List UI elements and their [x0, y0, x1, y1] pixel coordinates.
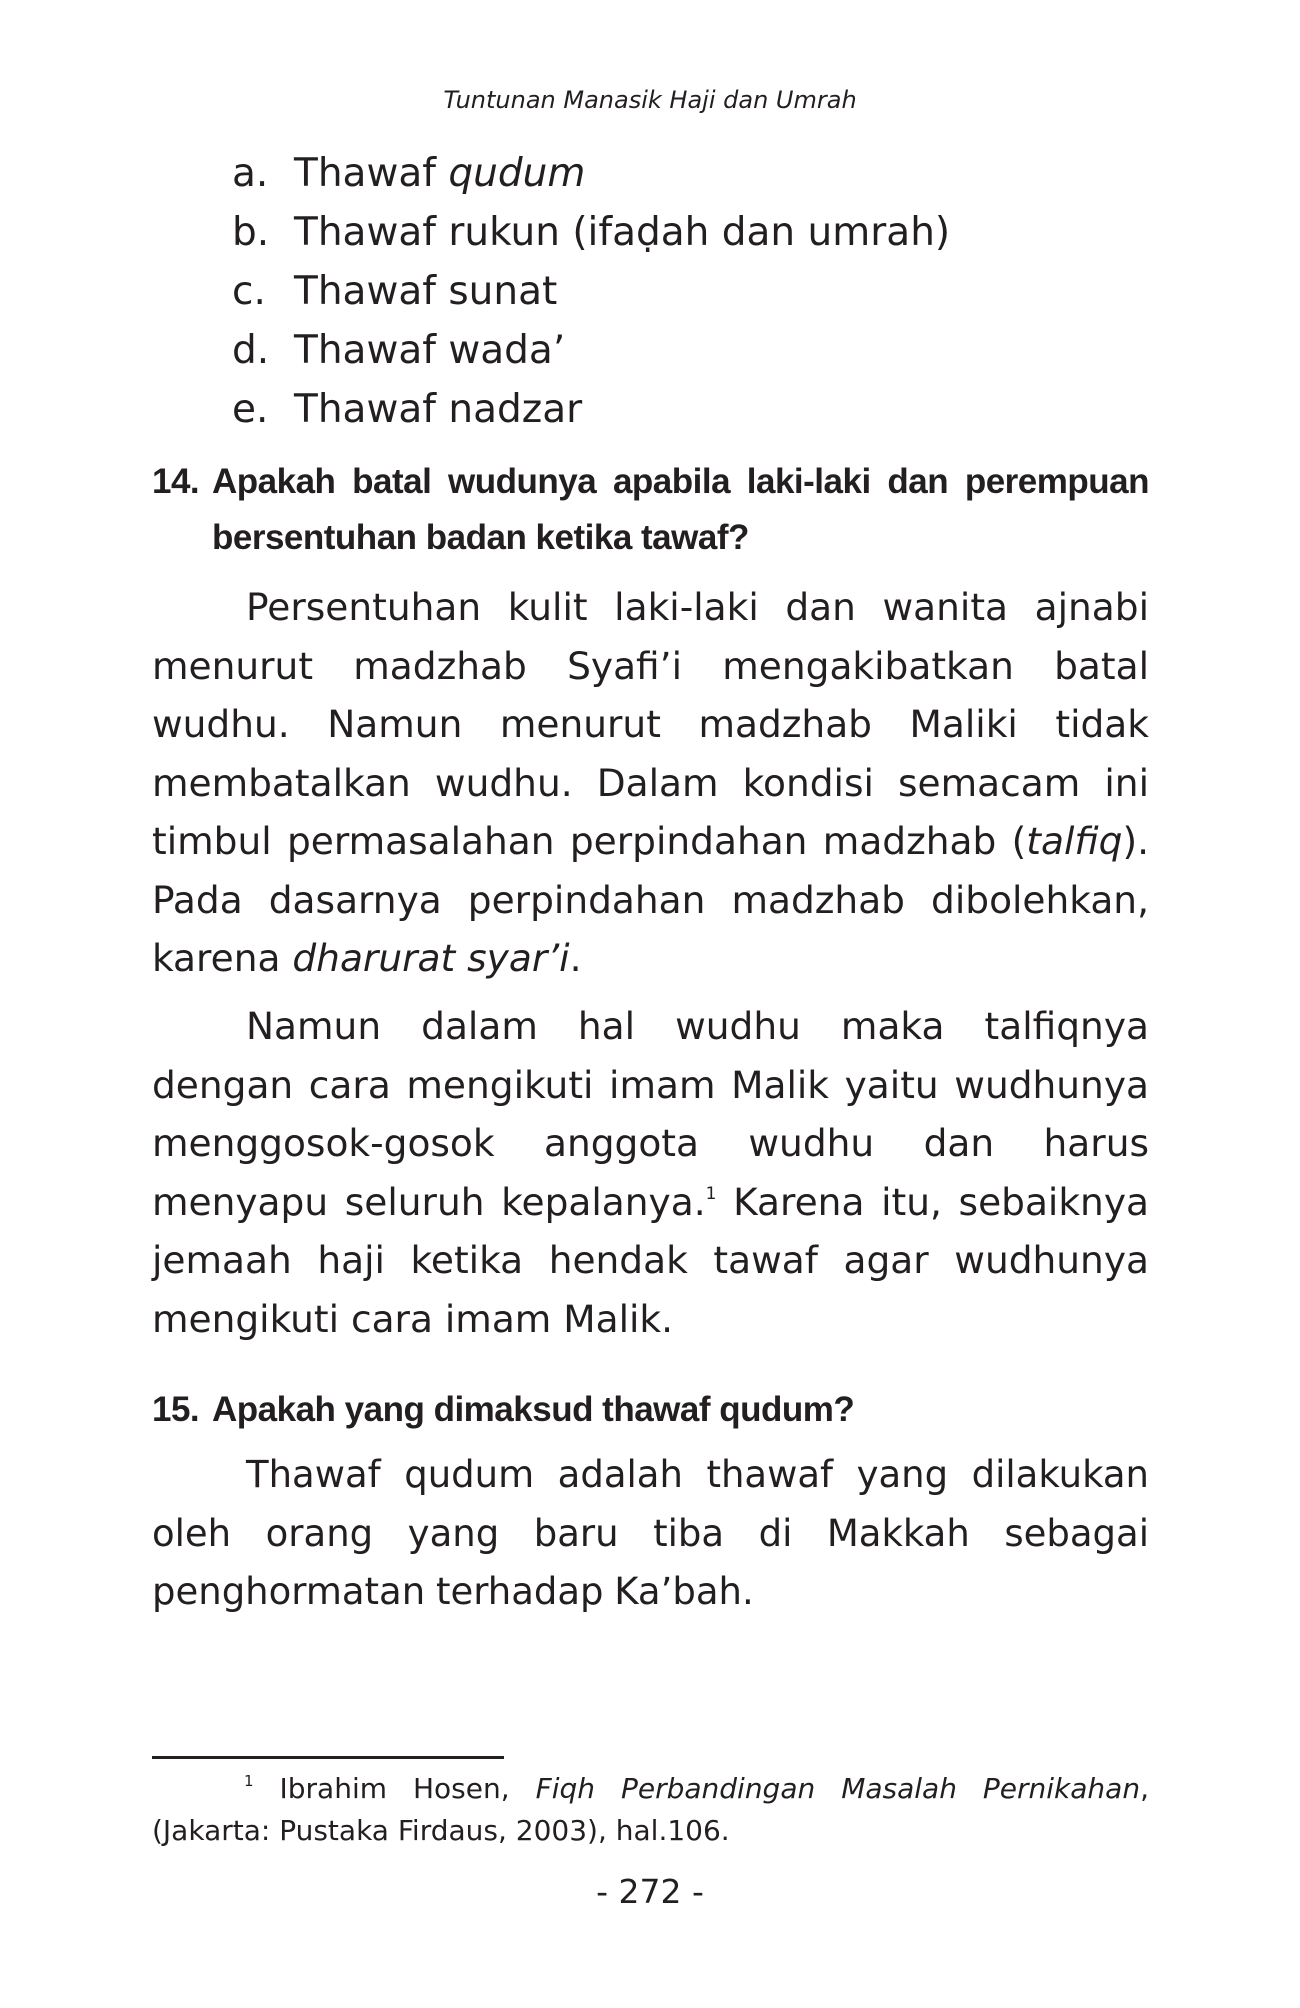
list-item — [232, 380, 950, 439]
footnote-reference[interactable]: 1 — [705, 1183, 717, 1204]
page-number: - 272 - — [596, 1872, 704, 1911]
question-text: Apakah batal wudunya apabila laki-laki dan perempuan bersentuhan badan ketika tawaf? — [212, 462, 1149, 557]
answer-14-paragraph-2: Namun dalam hal wudhu maka talfiqnya dengan cara mengikuti imam Malik yaitu wudhunya menggosok-gosok anggota wudhu dan harus menyapu seluruh kepalanya.$^1$ Karena itu, sebaiknya jemaah haji ketika hendak tawaf agar wudhunya mengikuti cara imam Malik. — [152, 1004, 1149, 1341]
list-letter: b. — [232, 210, 270, 255]
question-text: Apakah yang dimaksud thawaf qudum? — [212, 1390, 855, 1429]
footnote: $^1$ Ibrahim Hosen, Fiqh Perbandingan Masalah Pernikahan, (Jakarta: Pustaka Firdaus, 2003), hal.106. — [152, 1772, 1149, 1847]
running-header: Tuntunan Manasik Haji dan Umrah — [443, 86, 857, 114]
answer-15-paragraph: Thawaf qudum adalah thawaf yang dilakukan oleh orang yang baru tiba di Makkah sebagai penghormatan terhadap Ka’bah. — [152, 1453, 1149, 1613]
list-letter: c. — [232, 269, 266, 314]
footnote-book-title: Fiqh Perbandingan Masalah Pernikahan — [535, 1772, 1141, 1805]
list-item — [232, 144, 950, 203]
list-letter: d. — [232, 328, 270, 373]
list-letter: a. — [232, 151, 269, 196]
question-number: 15. — [152, 1390, 200, 1429]
list-text: Thawaf wada’ — [294, 328, 566, 373]
list-item — [232, 321, 950, 380]
footnote-divider — [152, 1756, 504, 1759]
list-item — [232, 203, 950, 262]
list-text: Thawaf nadzar — [294, 387, 583, 432]
thawaf-types-list — [232, 144, 950, 439]
answer-14-paragraph-1: Persentuhan kulit laki-laki dan wanita ajnabi menurut madzhab Syafi’i mengakibatkan batal wudhu. Namun menurut madzhab Maliki tidak membatalkan wudhu. Dalam kondisi semacam ini timbul permasalahan perpindahan madzhab (talfiq). Pada dasarnya perpindahan madzhab dibolehkan, karena dharurat syar’i. — [152, 585, 1149, 980]
list-text: Thawaf sunat — [294, 269, 558, 314]
list-letter: e. — [232, 387, 269, 432]
question-15 — [152, 1382, 1149, 1438]
question-14 — [152, 454, 1149, 566]
list-item — [232, 262, 950, 321]
list-text: Thawaf qudum — [294, 151, 586, 196]
list-text: Thawaf rukun (ifaḍah dan umrah) — [294, 210, 951, 255]
question-number: 14. — [152, 462, 200, 501]
footnote-mark: 1 — [244, 1772, 254, 1790]
